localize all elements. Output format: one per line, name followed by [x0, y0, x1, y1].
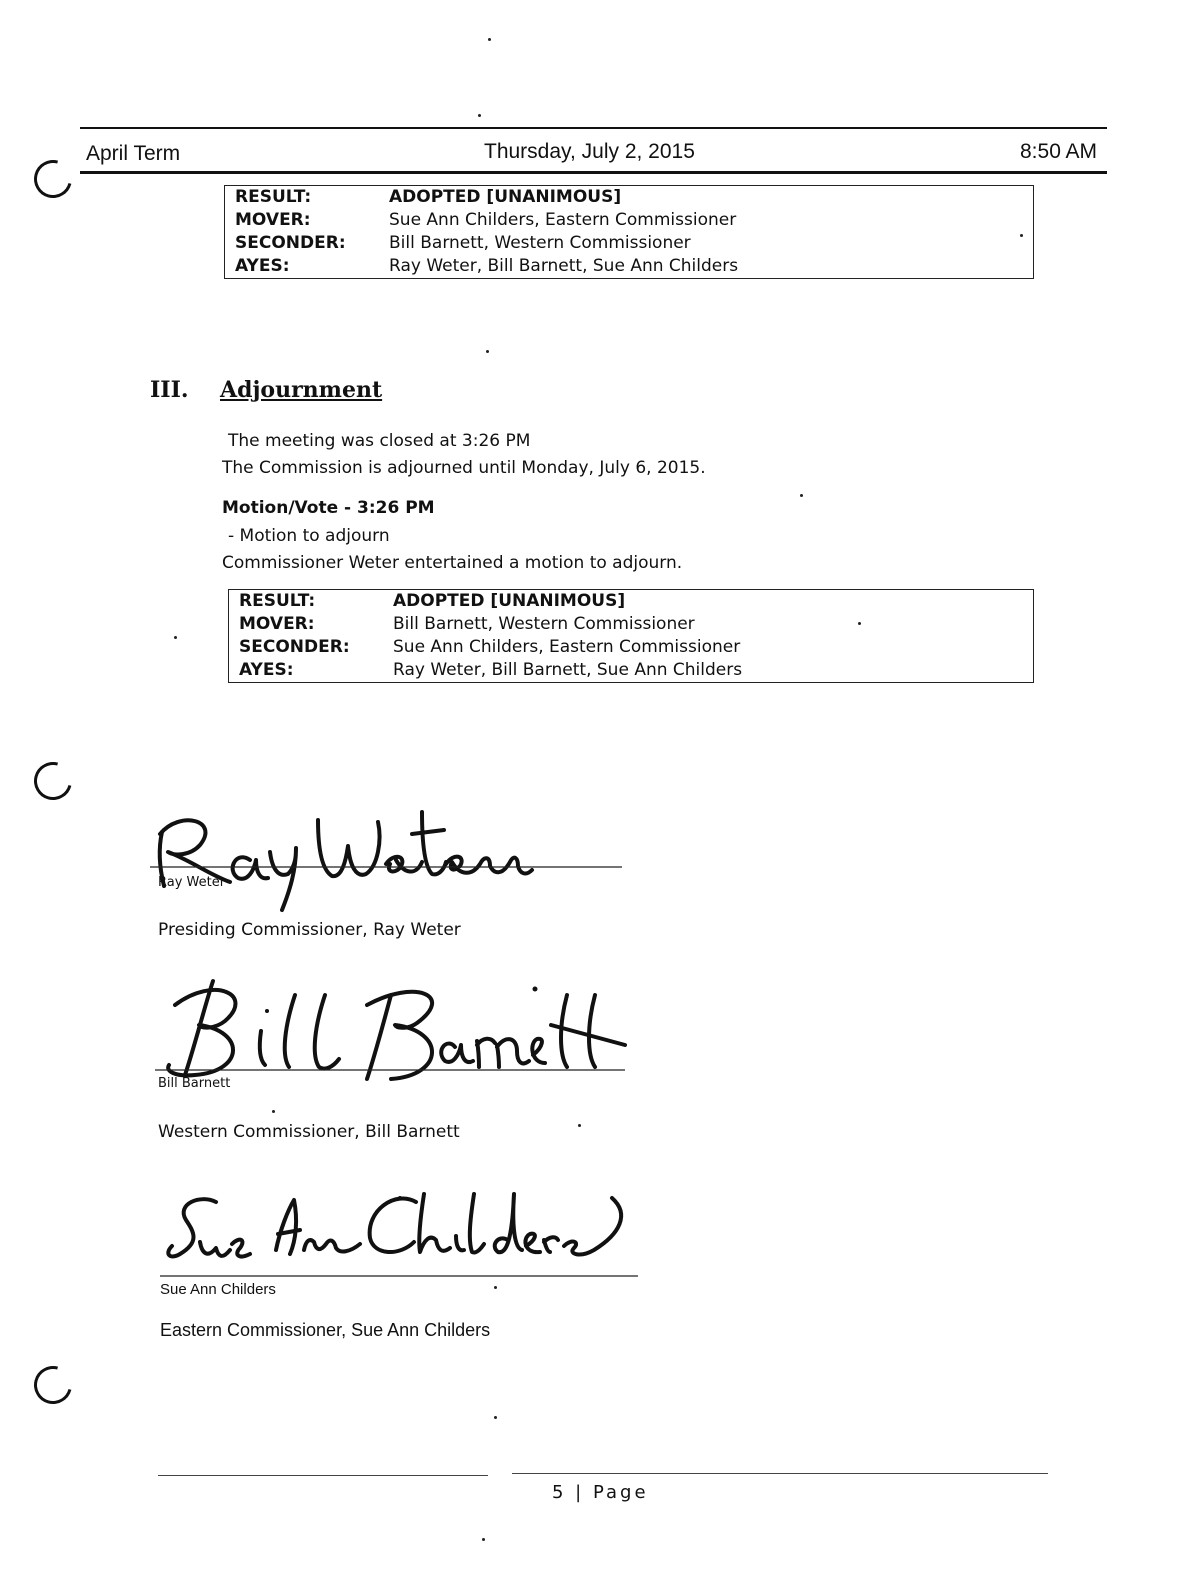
- motion-text: Commissioner Weter entertained a motion to adjourn.: [222, 553, 683, 573]
- signature-printed-name: Sue Ann Childers: [160, 1281, 276, 1298]
- table-row: [225, 232, 1034, 255]
- header-date: Thursday, July 2, 2015: [484, 140, 695, 163]
- ayes-value: Ray Weter, Bill Barnett, Sue Ann Childers: [393, 660, 743, 680]
- seconder-label: SECONDER:: [235, 233, 346, 253]
- result-label: RESULT:: [239, 591, 316, 611]
- punch-hole-bottom: [27, 1359, 79, 1411]
- scan-speck: [494, 1286, 497, 1289]
- scan-speck: [478, 114, 481, 117]
- scan-speck: [578, 1124, 581, 1127]
- mover-label: MOVER:: [239, 614, 315, 634]
- meeting-closed-text: The meeting was closed at 3:26 PM: [228, 431, 531, 451]
- scan-speck: [482, 1538, 485, 1541]
- motion-item: - Motion to adjourn: [228, 526, 390, 546]
- punch-hole-top: [27, 153, 79, 205]
- motion-heading: Motion/Vote - 3:26 PM: [222, 498, 435, 518]
- signature-sue-ann-childers: [160, 1180, 640, 1280]
- scan-speck: [174, 636, 177, 639]
- signature-caption: Eastern Commissioner, Sue Ann Childers: [160, 1320, 491, 1340]
- adjourned-until-text: The Commission is adjourned until Monday, July 6, 2015.: [222, 458, 706, 478]
- footer-rule-left: [158, 1475, 488, 1476]
- table-row: [229, 613, 1034, 636]
- signature-ray-weter: [150, 790, 550, 920]
- mover-value: Bill Barnett, Western Commissioner: [393, 614, 695, 634]
- header-top-rule: [80, 127, 1107, 129]
- signature-printed-name: Ray Weter: [158, 875, 226, 890]
- ayes-value: Ray Weter, Bill Barnett, Sue Ann Childers: [389, 256, 739, 276]
- ayes-label: AYES:: [235, 256, 290, 276]
- result-value: ADOPTED [UNANIMOUS]: [389, 187, 622, 207]
- scan-speck: [494, 1416, 497, 1419]
- mover-label: MOVER:: [235, 210, 311, 230]
- footer-rule-right: [512, 1473, 1048, 1474]
- table-row: [229, 636, 1034, 659]
- header-time: 8:50 AM: [1020, 140, 1098, 163]
- signature-printed-name: Bill Barnett: [158, 1076, 231, 1091]
- header-term: April Term: [86, 142, 181, 165]
- signature-caption: Western Commissioner, Bill Barnett: [158, 1122, 460, 1142]
- table-row: [229, 590, 1034, 614]
- page-number: 5 | Page: [552, 1482, 649, 1503]
- vote-result-table-2: [228, 589, 1034, 683]
- section-number: III.: [150, 377, 189, 403]
- punch-hole-middle: [27, 755, 79, 807]
- signature-bill-barnett: [155, 975, 625, 1085]
- scan-speck: [272, 1110, 275, 1113]
- table-row: [225, 209, 1034, 232]
- section-title: Adjournment: [220, 377, 383, 403]
- table-row: [225, 255, 1034, 279]
- result-label: RESULT:: [235, 187, 312, 207]
- seconder-label: SECONDER:: [239, 637, 350, 657]
- ayes-label: AYES:: [239, 660, 294, 680]
- vote-result-table-1: [224, 185, 1034, 279]
- scan-speck: [800, 494, 803, 497]
- header-bottom-rule: [80, 171, 1107, 174]
- table-row: [229, 659, 1034, 683]
- scan-speck: [488, 38, 491, 41]
- scan-speck: [486, 350, 489, 353]
- mover-value: Sue Ann Childers, Eastern Commissioner: [389, 210, 737, 230]
- table-row: [225, 186, 1034, 210]
- seconder-value: Sue Ann Childers, Eastern Commissioner: [393, 637, 741, 657]
- result-value: ADOPTED [UNANIMOUS]: [393, 591, 626, 611]
- signature-caption: Presiding Commissioner, Ray Weter: [158, 920, 461, 940]
- seconder-value: Bill Barnett, Western Commissioner: [389, 233, 691, 253]
